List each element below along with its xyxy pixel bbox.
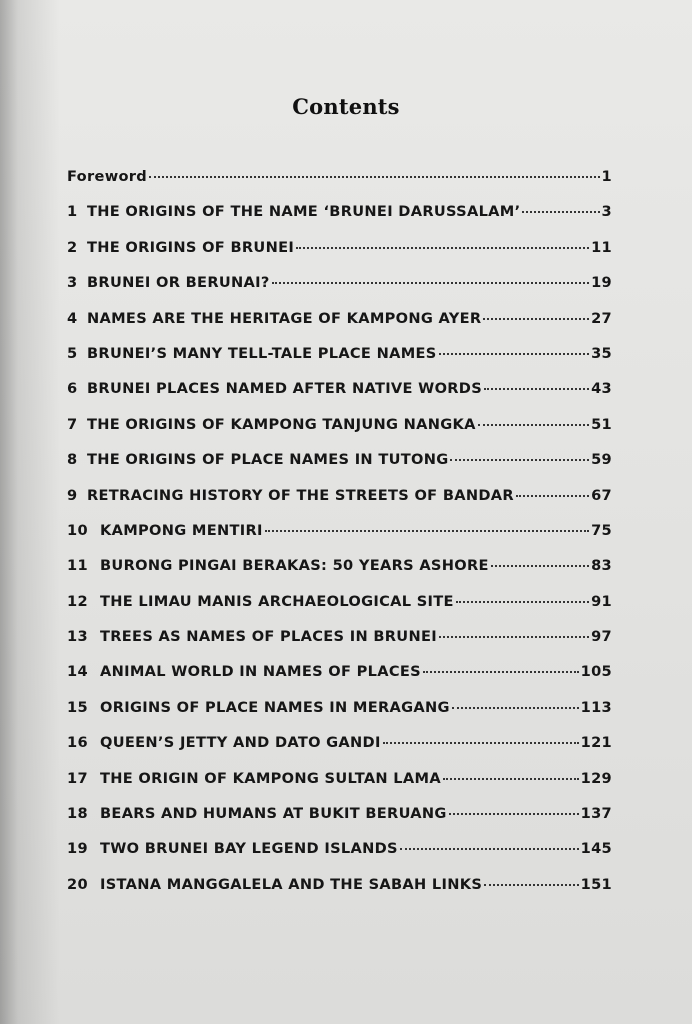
toc-entry-page: 137	[580, 805, 612, 823]
toc-entry-number: 10	[67, 521, 88, 539]
toc-entry-15	[67, 699, 612, 734]
toc-entry-label: THE ORIGINS OF PLACE NAMES IN TUTONG	[87, 451, 449, 469]
dot-leader	[439, 353, 589, 355]
toc-entry-3	[67, 274, 612, 309]
toc-entry-9	[67, 487, 612, 522]
dot-leader	[516, 495, 589, 497]
dot-leader	[265, 530, 589, 532]
toc-entry-label: BURONG PINGAI BERAKAS: 50 YEARS ASHORE	[100, 557, 489, 575]
toc-entry-label: BEARS AND HUMANS AT BUKIT BERUANG	[100, 805, 447, 823]
dot-leader	[484, 884, 578, 886]
toc-entry-label: NAMES ARE THE HERITAGE OF KAMPONG AYER	[87, 309, 482, 327]
dot-leader	[383, 742, 579, 744]
toc-entry-number: 2	[67, 238, 78, 256]
toc-entry-10	[67, 522, 612, 557]
toc-entry-number: 12	[67, 592, 88, 610]
dot-leader	[296, 247, 589, 249]
toc-entry-label: RETRACING HISTORY OF THE STREETS OF BANDAR	[87, 486, 514, 504]
toc-entry-page: 113	[580, 698, 612, 716]
toc-entry-page: 151	[580, 875, 612, 893]
toc-entry-number: 16	[67, 734, 88, 752]
toc-entry-page: 83	[591, 557, 612, 575]
dot-leader	[522, 211, 599, 213]
toc-entry-13	[67, 628, 612, 663]
toc-entry-page: 75	[591, 521, 612, 539]
toc-entry-page: 35	[591, 344, 612, 362]
toc-entry-number: 9	[67, 486, 78, 504]
dot-leader	[452, 707, 579, 709]
toc-entry-number: 5	[67, 344, 78, 362]
toc-entry-number: 6	[67, 380, 78, 398]
toc-entry-page: 97	[591, 628, 612, 646]
toc-entry-number: 17	[67, 769, 88, 787]
dot-leader	[272, 282, 589, 284]
toc-entry-label: TREES AS NAMES OF PLACES IN BRUNEI	[100, 628, 437, 646]
toc-entry-number: 8	[67, 451, 78, 469]
toc-entry-18	[67, 805, 612, 840]
toc-entry-page: 67	[591, 486, 612, 504]
toc-entry-label: BRUNEI’S MANY TELL-TALE PLACE NAMES	[87, 344, 437, 362]
toc-entry-label: TWO BRUNEI BAY LEGEND ISLANDS	[100, 840, 398, 858]
dot-leader	[400, 848, 579, 850]
toc-entry-17	[67, 770, 612, 805]
dot-leader	[439, 636, 589, 638]
toc-entry-page: 1	[601, 168, 612, 185]
toc-entry-11	[67, 557, 612, 592]
toc-entry-number: 13	[67, 628, 88, 646]
toc-entry-page: 51	[591, 415, 612, 433]
dot-leader	[450, 459, 589, 461]
toc-entry-4	[67, 310, 612, 345]
toc-entry-label: ANIMAL WORLD IN NAMES OF PLACES	[100, 663, 421, 681]
toc-entry-2	[67, 239, 612, 274]
toc-entry-label: BRUNEI OR BERUNAI?	[87, 274, 270, 292]
page-title: Contents	[292, 94, 400, 119]
toc-entry-page: 3	[601, 203, 612, 221]
dot-leader	[443, 778, 579, 780]
toc-entry-number: 1	[67, 203, 78, 221]
toc-entry-page: 105	[580, 663, 612, 681]
toc-entry-number: 19	[67, 840, 88, 858]
toc-entry-number: 15	[67, 698, 88, 716]
dot-leader	[149, 176, 599, 178]
toc-entry-label: KAMPONG MENTIRI	[100, 521, 263, 539]
dot-leader	[483, 318, 589, 320]
dot-leader	[478, 424, 589, 426]
toc-entry-number: 7	[67, 415, 78, 433]
toc-entry-19	[67, 840, 612, 875]
toc-entry-number: 14	[67, 663, 88, 681]
dot-leader	[423, 671, 579, 673]
toc-entry-label: QUEEN’S JETTY AND DATO GANDI	[100, 734, 381, 752]
dot-leader	[491, 565, 589, 567]
toc-entry-page: 19	[591, 274, 612, 292]
dot-leader	[456, 601, 589, 603]
toc-entry-page: 129	[580, 769, 612, 787]
toc-entry-1	[67, 203, 612, 238]
toc-entry-12	[67, 593, 612, 628]
toc-entry-label: THE ORIGIN OF KAMPONG SULTAN LAMA	[100, 769, 441, 787]
toc-entry-16	[67, 734, 612, 769]
toc-entry-label: THE LIMAU MANIS ARCHAEOLOGICAL SITE	[100, 592, 454, 610]
toc-entry-label: THE ORIGINS OF BRUNEI	[87, 238, 295, 256]
toc-entry-page: 121	[580, 734, 612, 752]
toc-entry-label: ISTANA MANGGALELA AND THE SABAH LINKS	[100, 875, 483, 893]
toc-entry-20	[67, 876, 612, 911]
toc-entry-label: ORIGINS OF PLACE NAMES IN MERAGANG	[100, 698, 450, 716]
toc-entry-foreword	[67, 168, 612, 203]
dot-leader	[449, 813, 579, 815]
dot-leader	[484, 388, 589, 390]
toc-entry-page: 145	[580, 840, 612, 858]
table-of-contents	[67, 168, 612, 911]
toc-entry-number: 11	[67, 557, 88, 575]
toc-entry-page: 43	[591, 380, 612, 398]
toc-entry-page: 59	[591, 451, 612, 469]
toc-entry-8	[67, 451, 612, 486]
toc-entry-number: 18	[67, 805, 88, 823]
toc-entry-5	[67, 345, 612, 380]
toc-entry-page: 11	[591, 238, 612, 256]
toc-entry-label: THE ORIGINS OF THE NAME ‘BRUNEI DARUSSALAM’	[87, 203, 521, 221]
toc-entry-label: BRUNEI PLACES NAMED AFTER NATIVE WORDS	[87, 380, 483, 398]
toc-entry-label: THE ORIGINS OF KAMPONG TANJUNG NANGKA	[87, 415, 476, 433]
toc-entry-14	[67, 663, 612, 698]
toc-entry-7	[67, 416, 612, 451]
toc-entry-number: 3	[67, 274, 78, 292]
toc-entry-page: 91	[591, 592, 612, 610]
toc-entry-number: 20	[67, 875, 88, 893]
toc-entry-number: 4	[67, 309, 78, 327]
toc-entry-label: Foreword	[67, 168, 148, 185]
toc-entry-page: 27	[591, 309, 612, 327]
toc-entry-6	[67, 380, 612, 415]
